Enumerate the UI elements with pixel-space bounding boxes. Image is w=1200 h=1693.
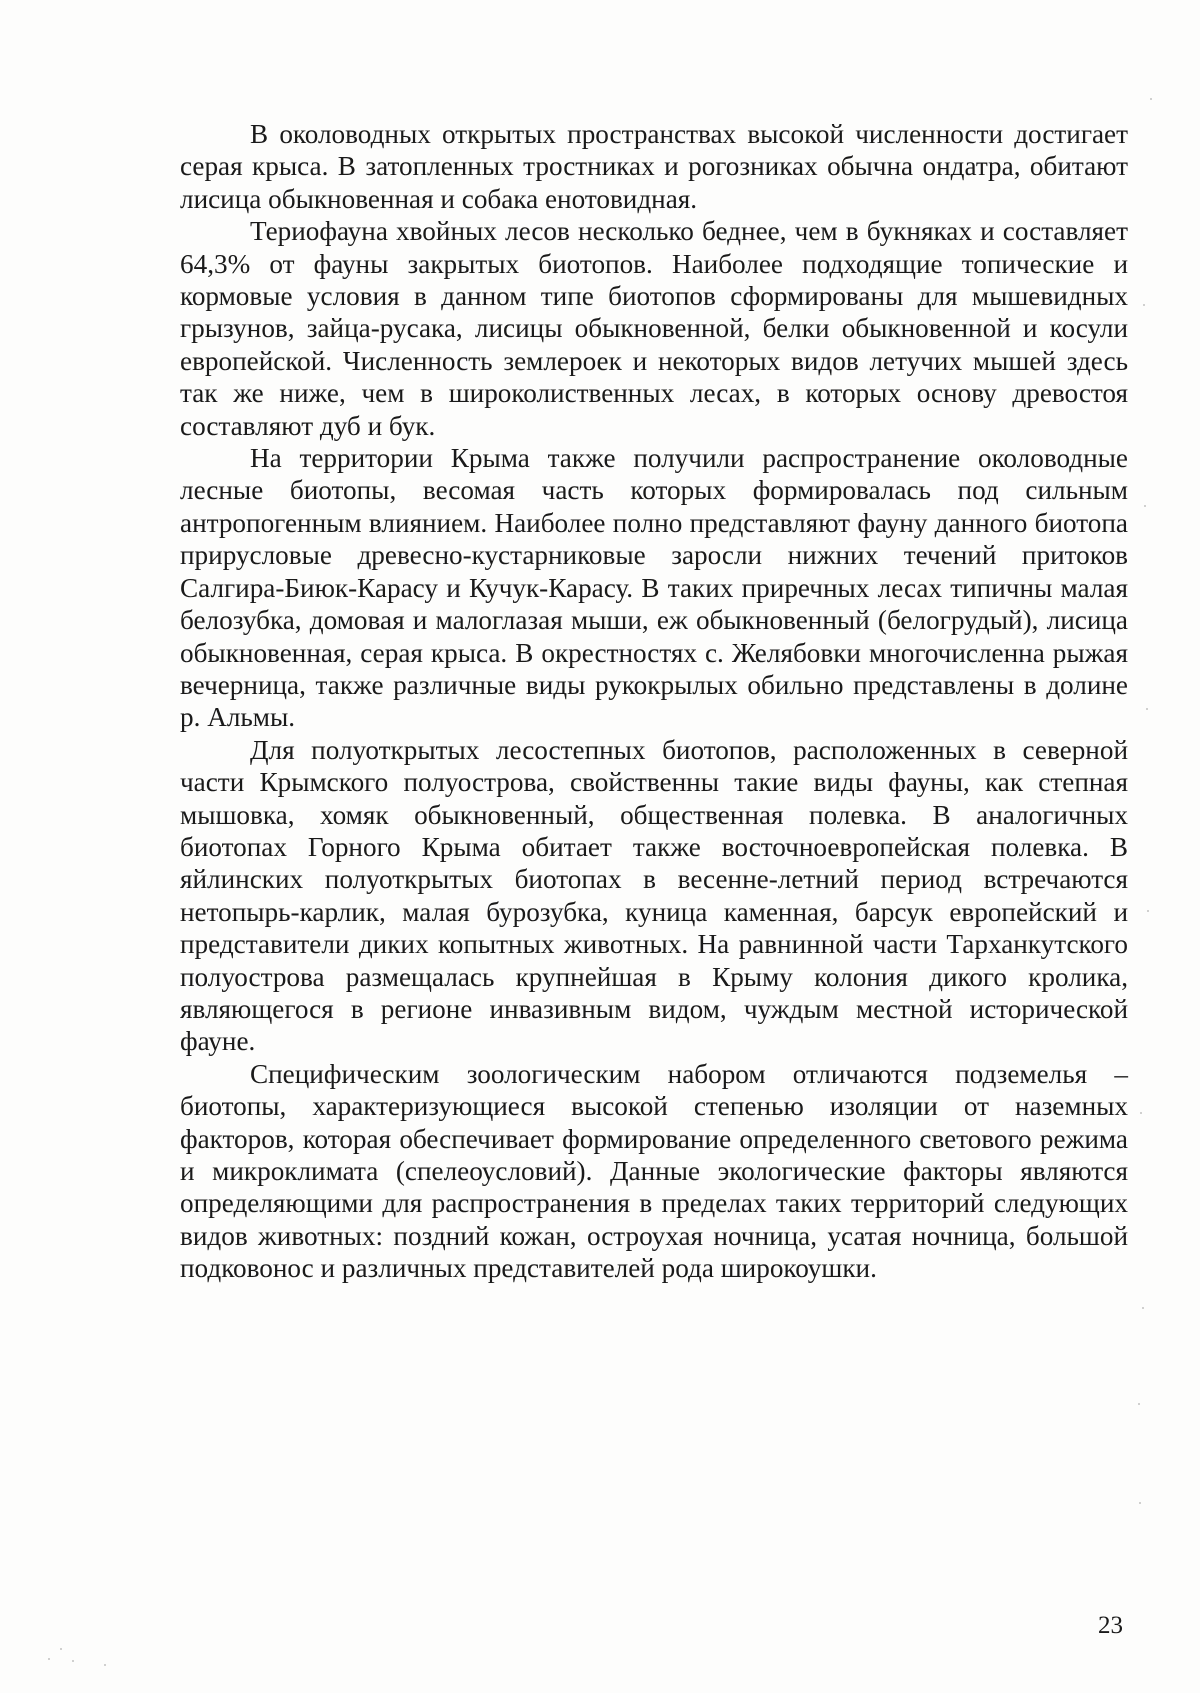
scan-speck [1138,1403,1140,1405]
scan-speck [104,1664,106,1666]
scan-speck [72,1660,74,1662]
scan-speck [1143,304,1145,306]
scan-speck [1150,98,1152,100]
paragraph-4: Для полуоткрытых лесостепных биотопов, расположенных в северной части Крымского полуострова, свойственны такие виды фауны, как степная мышовка, хомяк обыкновенный, общественная полевка. В аналогичных биотопах Горного Крыма обитает также восточноевропейская полевка. В яйлинских полуоткрытых биотопах в весенне-летний период встречаются нетопырь-карлик, малая бурозубка, куница каменная, барсук европейский и представители диких копытных животных. На равнинной части Тарханкутского полуострова размещалась крупнейшая в Крыму колония дикого кролика, являющегося в регионе инвазивным видом, чуждым местной исторической фауне. [180,734,1128,1057]
paragraph-2: Териофауна хвойных лесов несколько беднее, чем в букняках и составляет 64,3% от фауны закрытых биотопов. Наиболее подходящие топические и кормовые условия в данном типе биотопов сформированы для мышевидных грызунов, зайца-русака, лисицы обыкновенной, белки обыкновенной и косули европейской. Численность землероек и некоторых видов летучих мышей здесь так же ниже, чем в широколиственных лесах, в которых основу древостоя составляют дуб и бук. [180,216,1128,441]
scan-speck [1147,910,1149,912]
scan-speck [1144,505,1146,507]
body-text [180,118,1128,1285]
scan-speck [1142,1307,1144,1309]
page-number: 23 [1098,1612,1123,1639]
paragraph-1: В околоводных открытых пространствах высокой численности достигает серая крыса. В затопленных тростниках и рогозниках обычна ондатра, обитают лисица обыкновенная и собака енотовидная. [180,119,1128,214]
paragraph-3: На территории Крыма также получили распространение околоводные лесные биотопы, весомая часть которых формировалась под сильным антропогенным влиянием. Наиболее полно представляют фауну данного биотопа прирусловые древесно-кустарниковые заросли нижних течений притоков Салгира-Биюк-Карасу и Кучук-Карасу. В таких приречных лесах типичны малая белозубка, домовая и малоглазая мыши, еж обыкновенный (белогрудый), лисица обыкновенная, серая крыса. В окрестностях с. Желябовки многочисленна рыжая вечерница, также различные виды рукокрылых обильно представлены в долине р. Альмы. [180,443,1128,733]
scan-speck [1146,708,1148,710]
scan-speck [60,1648,62,1650]
scan-speck [1140,1112,1142,1114]
paragraph-5: Специфическим зоологическим набором отличаются подземелья – биотопы, характеризующиеся высокой степенью изоляции от наземных факторов, которая обеспечивает формирование определенного светового режима и микроклимата (спелеоусловий). Данные экологические факторы являются определяющими для распространения в пределах таких территорий следующих видов животных: поздний кожан, остроухая ночница, усатая ночница, большой подковонос и различных представителей рода широкоушки. [180,1058,1128,1284]
scan-speck [1139,1502,1141,1504]
scan-speck [48,1658,50,1660]
